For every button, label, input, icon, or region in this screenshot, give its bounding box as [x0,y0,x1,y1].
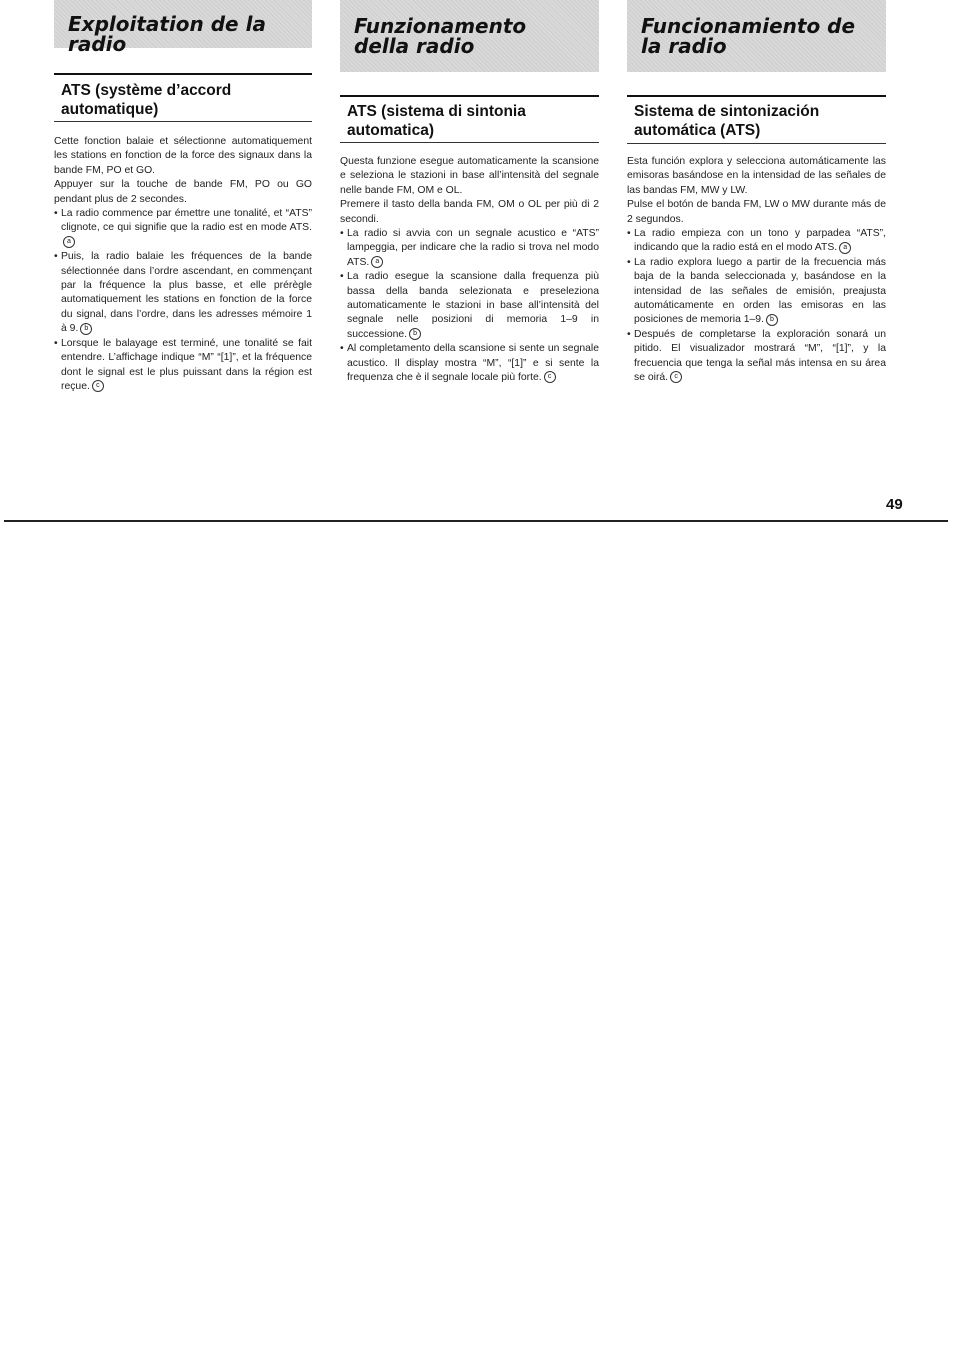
figure-ref-icon: b [80,323,92,335]
bullet-text: Lorsque le balayage est terminé, une tonalité se fait entendre. L’affichage indique “M” “[1]”, et la fréquence dont le signal est le plus puissant dans la région est reçue. [61,337,312,392]
figure-ref-icon: c [544,371,556,383]
figure-ref-icon: a [371,256,383,268]
bullet-text: La radio commence par émettre une tonalité, et “ATS” clignote, ce qui signifie que la radio est en mode ATS. [61,208,312,234]
banner-title: Exploitation de la radio [68,12,266,56]
bullet-dot: • [340,228,344,240]
heading-rule-bottom [340,142,599,143]
bullet-dot: • [54,208,58,220]
figure-ref-icon: a [63,236,75,248]
footer-rule [4,520,948,522]
heading-rule-top [627,95,886,97]
heading-rule-bottom [627,143,886,144]
bullet-item [54,337,312,395]
bullet-item [340,342,599,385]
bullet-text: La radio si avvia con un segnale acustico e “ATS” lampeggia, per indicare che la radio si trova nel modo ATS. [347,228,599,268]
bullet-dot: • [340,271,344,283]
page-number: 49 [886,496,903,513]
intro-paragraph: Pulse el botón de banda FM, LW o MW durante más de 2 segundos. [627,199,886,225]
section-body [340,155,599,386]
intro-paragraph: Premere il tasto della banda FM, OM o OL per più di 2 secondi. [340,199,599,225]
bullet-dot: • [627,256,631,268]
bullet-item [627,227,886,256]
bullet-text: Al completamento della scansione si sente un segnale acustico. Il display mostra “M”, “[1]” e si sente la frequenza che è il segnale locale più forte. [347,343,599,384]
figure-ref-icon: c [670,371,682,383]
bullet-dot: • [54,251,58,263]
banner-title: Funzionamento della radio [354,14,527,58]
bullet-item [340,270,599,342]
figure-ref-icon: a [839,242,851,254]
bullet-dot: • [340,343,344,355]
figure-ref-icon: b [409,328,421,340]
bullet-item [340,227,599,270]
figure-ref-icon: c [92,380,104,392]
heading-rule-top [54,73,312,75]
section-banner [627,0,886,72]
section-banner [340,0,599,72]
bullet-item [54,250,312,336]
intro-paragraph: Questa funzione esegue automaticamente la scansione e seleziona le stazioni in base all’intensità del segnale nelle bande FM, OM e OL. [340,156,599,196]
bullet-text: La radio esegue la scansione dalla frequenza più bassa della banda selezionata e preseleziona automaticamente le stazioni in base all’intensità del segnale nelle posizioni di memoria 1–9 in successione. [347,271,599,340]
heading-rule-bottom [54,121,312,122]
bullet-dot: • [627,328,631,340]
section-heading: ATS (système d’accord automatique) [61,82,232,118]
intro-paragraph: Appuyer sur la touche de bande FM, PO ou GO pendant plus de 2 secondes. [54,179,312,205]
section-banner [54,0,312,56]
figure-ref-icon: b [766,314,778,326]
bullet-item [627,256,886,328]
bullet-text: Puis, la radio balaie les fréquences de la bande sélectionnée dans l’ordre ascendant, en commençant par la fréquence la plus basse, et elle prérègle automatiquement les stations en fonction de la force du signal, dans l’ordre, dans les adresses mémoire 1 à 9. [61,251,312,335]
section-body [54,135,312,394]
bullet-item [627,328,886,386]
section-body [627,155,886,386]
section-heading: Sistema de sintonización automática (ATS) [634,103,820,139]
banner-title: Funcionamiento de la radio [641,14,856,58]
bullet-text: La radio empieza con un tono y parpadea “ATS”, indicando que la radio está en el modo ATS. [634,228,886,254]
bullet-item [54,207,312,250]
bullet-text: La radio explora luego a partir de la frecuencia más baja de la banda seleccionada y, basándose en la intensidad de las señales de emisión, preajusta automáticamente en orden las emisoras en las posiciones de memoria 1–9. [634,256,886,326]
section-heading: ATS (sistema di sintonia automatica) [347,103,526,139]
intro-paragraph: Cette fonction balaie et sélectionne automatiquement les stations en fonction de la force des signaux dans la bande FM, PO et GO. [54,136,312,176]
bullet-text: Después de completarse la exploración sonará un pitido. El visualizador mostrará “M”, “[1]”, y la frecuencia que tenga la señal más intensa en su área se oirá. [634,328,886,384]
heading-rule-top [340,95,599,97]
intro-paragraph: Esta función explora y selecciona automáticamente las emisoras basándose en la intensidad de las señales de las bandas FM, MW y LW. [627,156,886,196]
bullet-dot: • [627,228,631,240]
bullet-dot: • [54,337,58,349]
